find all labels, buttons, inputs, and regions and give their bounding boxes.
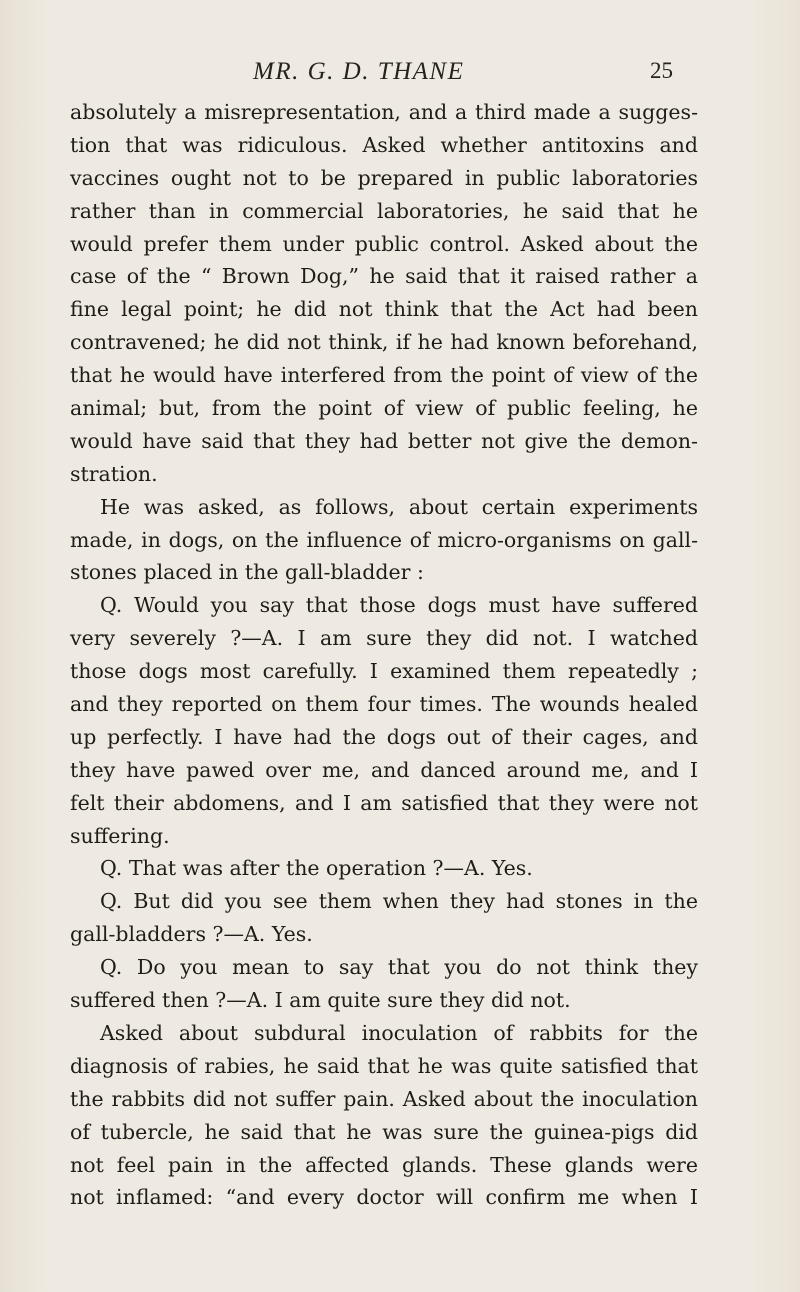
text-line: tion that was ridiculous. Asked whether antitoxins and	[70, 132, 698, 157]
text-line: they have pawed over me, and danced around me, and I	[70, 757, 698, 782]
text-line: up perfectly. I have had the dogs out of their cages, and	[70, 724, 698, 749]
text-line: absolutely a misrepresentation, and a third made a sugges-	[70, 100, 698, 124]
text-line: the rabbits did not suffer pain. Asked about the inoculation	[70, 1086, 698, 1111]
text-line: animal; but, from the point of view of public feeling, he	[70, 396, 698, 421]
text-line: Asked about subdural inoculation of rabbits for the	[100, 1020, 698, 1045]
text-line: of tubercle, he said that he was sure the guinea-pigs did	[70, 1119, 698, 1144]
text-line: would prefer them under public control. Asked about the	[70, 231, 698, 256]
text-line: very severely ?—A. I am sure they did not. I watched	[70, 626, 698, 651]
text-line: not feel pain in the affected glands. These glands were	[70, 1152, 698, 1177]
text-line: suffering.	[70, 823, 170, 848]
running-head-title: MR. G. D. THANE	[253, 58, 465, 85]
text-line: stration.	[70, 461, 158, 486]
text-line: felt their abdomens, and I am satisfied that they were not	[70, 790, 698, 815]
text-line: contravened; he did not think, if he had known beforehand,	[70, 330, 698, 355]
running-head	[0, 58, 800, 90]
text-line: vaccines ought not to be prepared in public laboratories	[70, 165, 698, 190]
text-line: Q. That was after the operation ?—A. Yes.	[100, 856, 533, 881]
text-line: stones placed in the gall-bladder :	[70, 560, 424, 585]
text-line: and they reported on them four times. The wounds healed	[70, 692, 698, 717]
text-line: suffered then ?—A. I am quite sure they did not.	[70, 988, 571, 1013]
text-line: Q. Do you mean to say that you do not think they	[100, 955, 698, 980]
text-line: fine legal point; he did not think that the Act had been	[70, 297, 698, 322]
text-line: would have said that they had better not give the demon-	[70, 428, 698, 453]
text-line: diagnosis of rabies, he said that he was quite satisfied that	[70, 1053, 698, 1078]
text-line: rather than in commercial laboratories, he said that he	[70, 198, 698, 223]
text-line: not inflamed: “and every doctor will confirm me when I	[70, 1185, 698, 1210]
text-line: gall-bladders ?—A. Yes.	[70, 922, 313, 947]
text-line: Q. But did you see them when they had stones in the	[100, 889, 698, 914]
text-line: those dogs most carefully. I examined them repeatedly ;	[70, 659, 698, 684]
text-line: Q. Would you say that those dogs must have suffered	[100, 593, 698, 618]
body-text	[70, 96, 698, 1214]
text-line: He was asked, as follows, about certain experiments	[100, 494, 698, 519]
page-number: 25	[650, 58, 673, 83]
text-line: that he would have interfered from the point of view of the	[70, 363, 698, 388]
text-line: case of the “ Brown Dog,” he said that it raised rather a	[70, 264, 698, 289]
text-line: made, in dogs, on the influence of micro-organisms on gall-	[70, 527, 698, 552]
